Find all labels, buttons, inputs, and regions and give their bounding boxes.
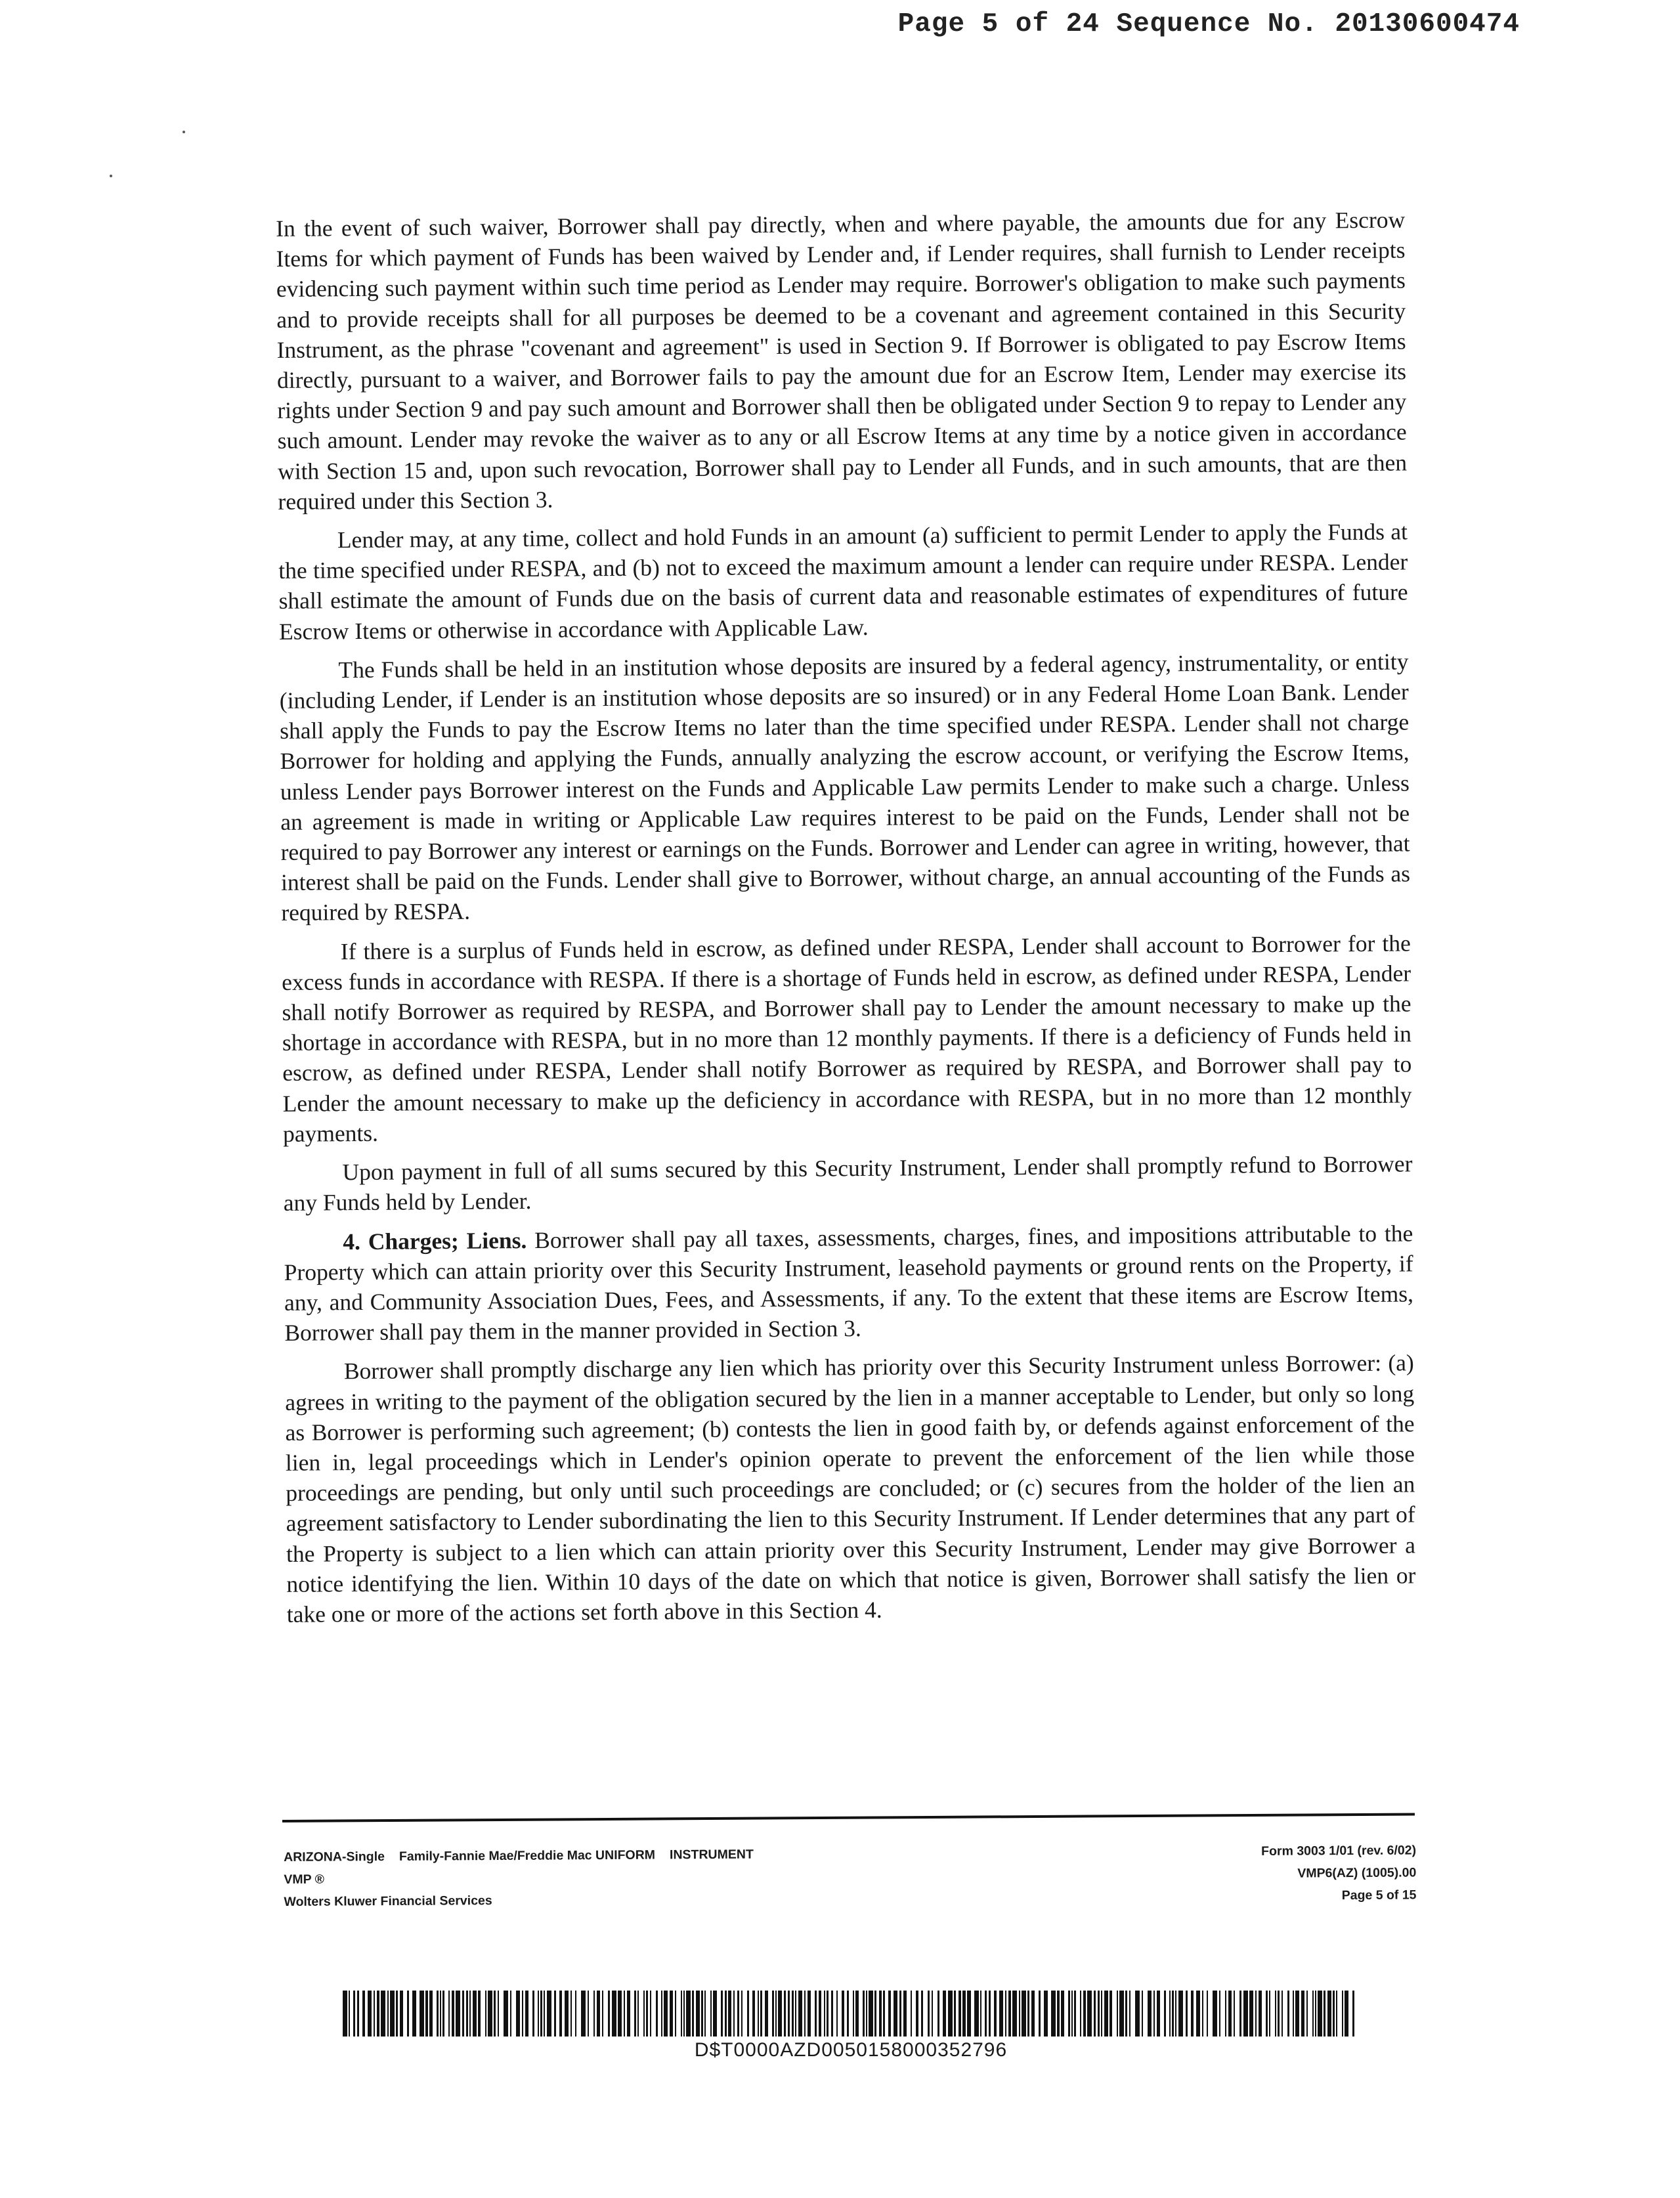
barcode-bar [420, 1991, 424, 2036]
barcode-bar [1087, 1991, 1092, 2036]
barcode-space [499, 1991, 504, 2036]
paragraph-waiver: In the event of such waiver, Borrower shall pay directly, when and where payable, the amounts due for any Escrow Items for which payment of Funds has been waived by Lender and, if Lender requires, shall furnish to Lender receipts evidencing such payment within such time period as Lender may require. Borrower's obligation to make such payments and to provide receipts shall for all purposes be deemed to be a covenant and agreement contained in this Security Instrument, as the phrase "covenant and agreement" is used in Section 9. If Borrower is obligated to pay Escrow Items directly, pursuant to a waiver, and Borrower fails to pay the amount due for an Escrow Item, Lender may exercise its rights under Section 9 and pay such amount and Borrower shall then be obligated under Section 9 to repay to Lender any such amount. Lender may revoke the waiver as to any or all Escrow Items at any time by a notice given in accordance with Section 15 and, upon such revocation, Borrower shall pay to Lender all Funds, and in such amounts, that are then required under this Section 3. [276, 206, 1408, 515]
paragraph-surplus: If there is a surplus of Funds held in escrow, as defined under RESPA, Lender shall account to Borrower for the excess funds in accordance with RESPA. If there is a shortage of Funds held in escrow, as defined under RESPA, Lender shall notify Borrower as required by RESPA, and Borrower shall pay to Lender the amount necessary to make up the shortage in accordance with RESPA, but in no more than 12 monthly payments. If there is a deficiency of Funds held in escrow, as defined under RESPA, Lender shall notify Borrower as required by RESPA, and Borrower shall pay to Lender the amount necessary to make up the deficiency in accordance with RESPA, but in no more than 12 monthly payments. [282, 930, 1412, 1147]
barcode-space [589, 1991, 593, 2036]
barcode-caption: D$T0000AZD0050158000352796 [694, 2039, 1008, 2061]
barcode-space [1270, 1991, 1275, 2036]
barcode [343, 1991, 1359, 2036]
barcode-bar [1022, 1991, 1026, 2036]
barcode-space [1143, 1991, 1148, 2036]
barcode-bar [1119, 1991, 1124, 2036]
footer-divider [282, 1813, 1415, 1822]
scan-speck [110, 175, 112, 177]
barcode-bar [1135, 1991, 1140, 2036]
barcode-bar [488, 1991, 492, 2036]
footer-state: ARIZONA-Single [284, 1849, 385, 1864]
paragraph-discharge-lien: Borrower shall promptly discharge any lien which has priority over this Security Instrument unless Borrower: (a) agrees in writing to the payment of the obligation secured by the lien in a manner acceptable to Lender, but only so long as Borrower is performing such agreement; (b) contests the lien in good faith by, or defends against enforcement of the lien in, legal proceedings which in Lender's opinion operate to prevent the enforcement of the lien while those proceedings are pending, but only until such proceedings are concluded; or (c) secures from the holder of the lien an agreement satisfactory to Lender subordinating the lien to this Security Instrument. If Lender determines that any part of the Property is subject to a lien which can attain priority over this Security Instrument, Lender may give Borrower a notice identifying the lien. Within 10 days of the date on which that notice is given, Borrower shall satisfy the lien or take one or more of the actions set forth above in this Section 4. [285, 1349, 1416, 1627]
barcode-space [923, 1991, 928, 2036]
barcode-bar [974, 1991, 979, 2036]
barcode-bar [869, 1991, 873, 2036]
barcode-bar [456, 1991, 460, 2036]
barcode-bar [948, 1991, 953, 2036]
page-sequence-header: Page 5 of 24 Sequence No. 20130600474 [897, 9, 1520, 39]
footer-page-number: Page 5 of 15 [1341, 1887, 1417, 1903]
footer-vmp: VMP ® [284, 1872, 325, 1887]
footer-instrument: INSTRUMENT [669, 1847, 754, 1863]
paragraph-refund: Upon payment in full of all sums secured by this Security Instrument, Lender shall promptly refund to Borrower any Funds held by Lender. [283, 1150, 1413, 1217]
barcode-space [1208, 1991, 1213, 2036]
paragraph-funds-held: The Funds shall be held in an institution whose deposits are insured by a federal agency, instrumentality, or entity (including Lender, if Lender is an institution whose deposits are so insured) or in any Federal Home Loan Bank. Lender shall apply the Funds to pay the Escrow Items no later than the time specified under RESPA. Lender shall not charge Borrower for holding and applying the Funds, annually analyzing the escrow account, or verifying the Escrow Items, unless Lender pays Borrower interest on the Funds and Applicable Law permits Lender to make such a charge. Unless an agreement is made in writing or Applicable Law requires interest to be paid on the Funds, Lender shall not be required to pay Borrower any interest or earnings on the Funds. Borrower and Lender can agree in writing, however, that interest shall be paid on the Funds. Lender shall give to Borrower, without charge, an annual accounting of the Funds as required by RESPA. [279, 648, 1411, 926]
barcode-bar [1243, 1991, 1248, 2036]
barcode-space [1337, 1991, 1342, 2036]
barcode-space [1220, 1991, 1225, 2036]
barcode-space [1283, 1991, 1287, 2036]
section-4-text: Borrower shall pay all taxes, assessments, charges, fines, and impositions attributable to the Property which can attain priority over this Security Instrument, leasehold payments or ground rents on the Property, if any, and Community Association Dues, Fees, and Assessments, if any. To the extent that these items are Escrow Items, Borrower shall pay them in the manner provided in Section 3. [284, 1219, 1414, 1347]
footer-form-number: Form 3003 1/01 (rev. 6/02) [1261, 1843, 1417, 1859]
footer-form-code: VMP6(AZ) (1005).00 [1297, 1865, 1417, 1881]
barcode-space [1112, 1991, 1117, 2036]
footer-right-block [1088, 1839, 1417, 1908]
barcode-bar [1051, 1991, 1056, 2036]
scan-speck [183, 131, 185, 133]
barcode-space [1354, 1991, 1356, 2036]
barcode-space [933, 1991, 937, 2036]
paragraph-collect-funds: Lender may, at any time, collect and hold Funds in an amount (a) sufficient to permit Lender to apply the Funds at the time specified under RESPA, and (b) not to exceed the maximum amount a lender can require under RESPA. Lender shall estimate the amount of Funds due on the basis of current data and reasonable estimates of expenditures of future Escrow Items or otherwise in accordance with Applicable Law. [278, 518, 1408, 645]
barcode-space [639, 1991, 643, 2036]
barcode-space [743, 1991, 747, 2036]
barcode-space [576, 1991, 581, 2036]
paragraph-section-4 [284, 1218, 1413, 1348]
barcode-bar [1318, 1991, 1322, 2036]
barcode-bar [381, 1991, 385, 2036]
footer-form-family: Family-Fannie Mae/Freddie Mac UNIFORM [398, 1847, 656, 1864]
barcode-bar [343, 1991, 347, 2036]
barcode-space [1131, 1991, 1135, 2036]
barcode-bar [1178, 1991, 1183, 2036]
barcode-bar [390, 1991, 395, 2036]
footer-publisher: Wolters Kluwer Financial Services [284, 1893, 492, 1909]
barcode-space [481, 1991, 485, 2036]
barcode-space [651, 1991, 656, 2036]
barcode-bar [1012, 1991, 1017, 2036]
document-body [276, 204, 1416, 1638]
barcode-bar [612, 1991, 616, 2036]
section-4-heading: 4. Charges; Liens. [343, 1226, 527, 1255]
barcode-space [1308, 1991, 1312, 2036]
footer-left-block [284, 1842, 941, 1913]
barcode-bar [686, 1991, 691, 2036]
barcode-bar [1213, 1991, 1217, 2036]
barcode-space [706, 1991, 710, 2036]
form-footer [284, 1839, 1417, 1909]
barcode-bar [581, 1991, 586, 2036]
barcode-space [511, 1991, 516, 2036]
barcode-space [603, 1991, 608, 2036]
barcode-bar [547, 1991, 551, 2036]
barcode-space [1235, 1991, 1239, 2036]
barcode-space [676, 1991, 681, 2036]
barcode-bar [504, 1991, 508, 2036]
